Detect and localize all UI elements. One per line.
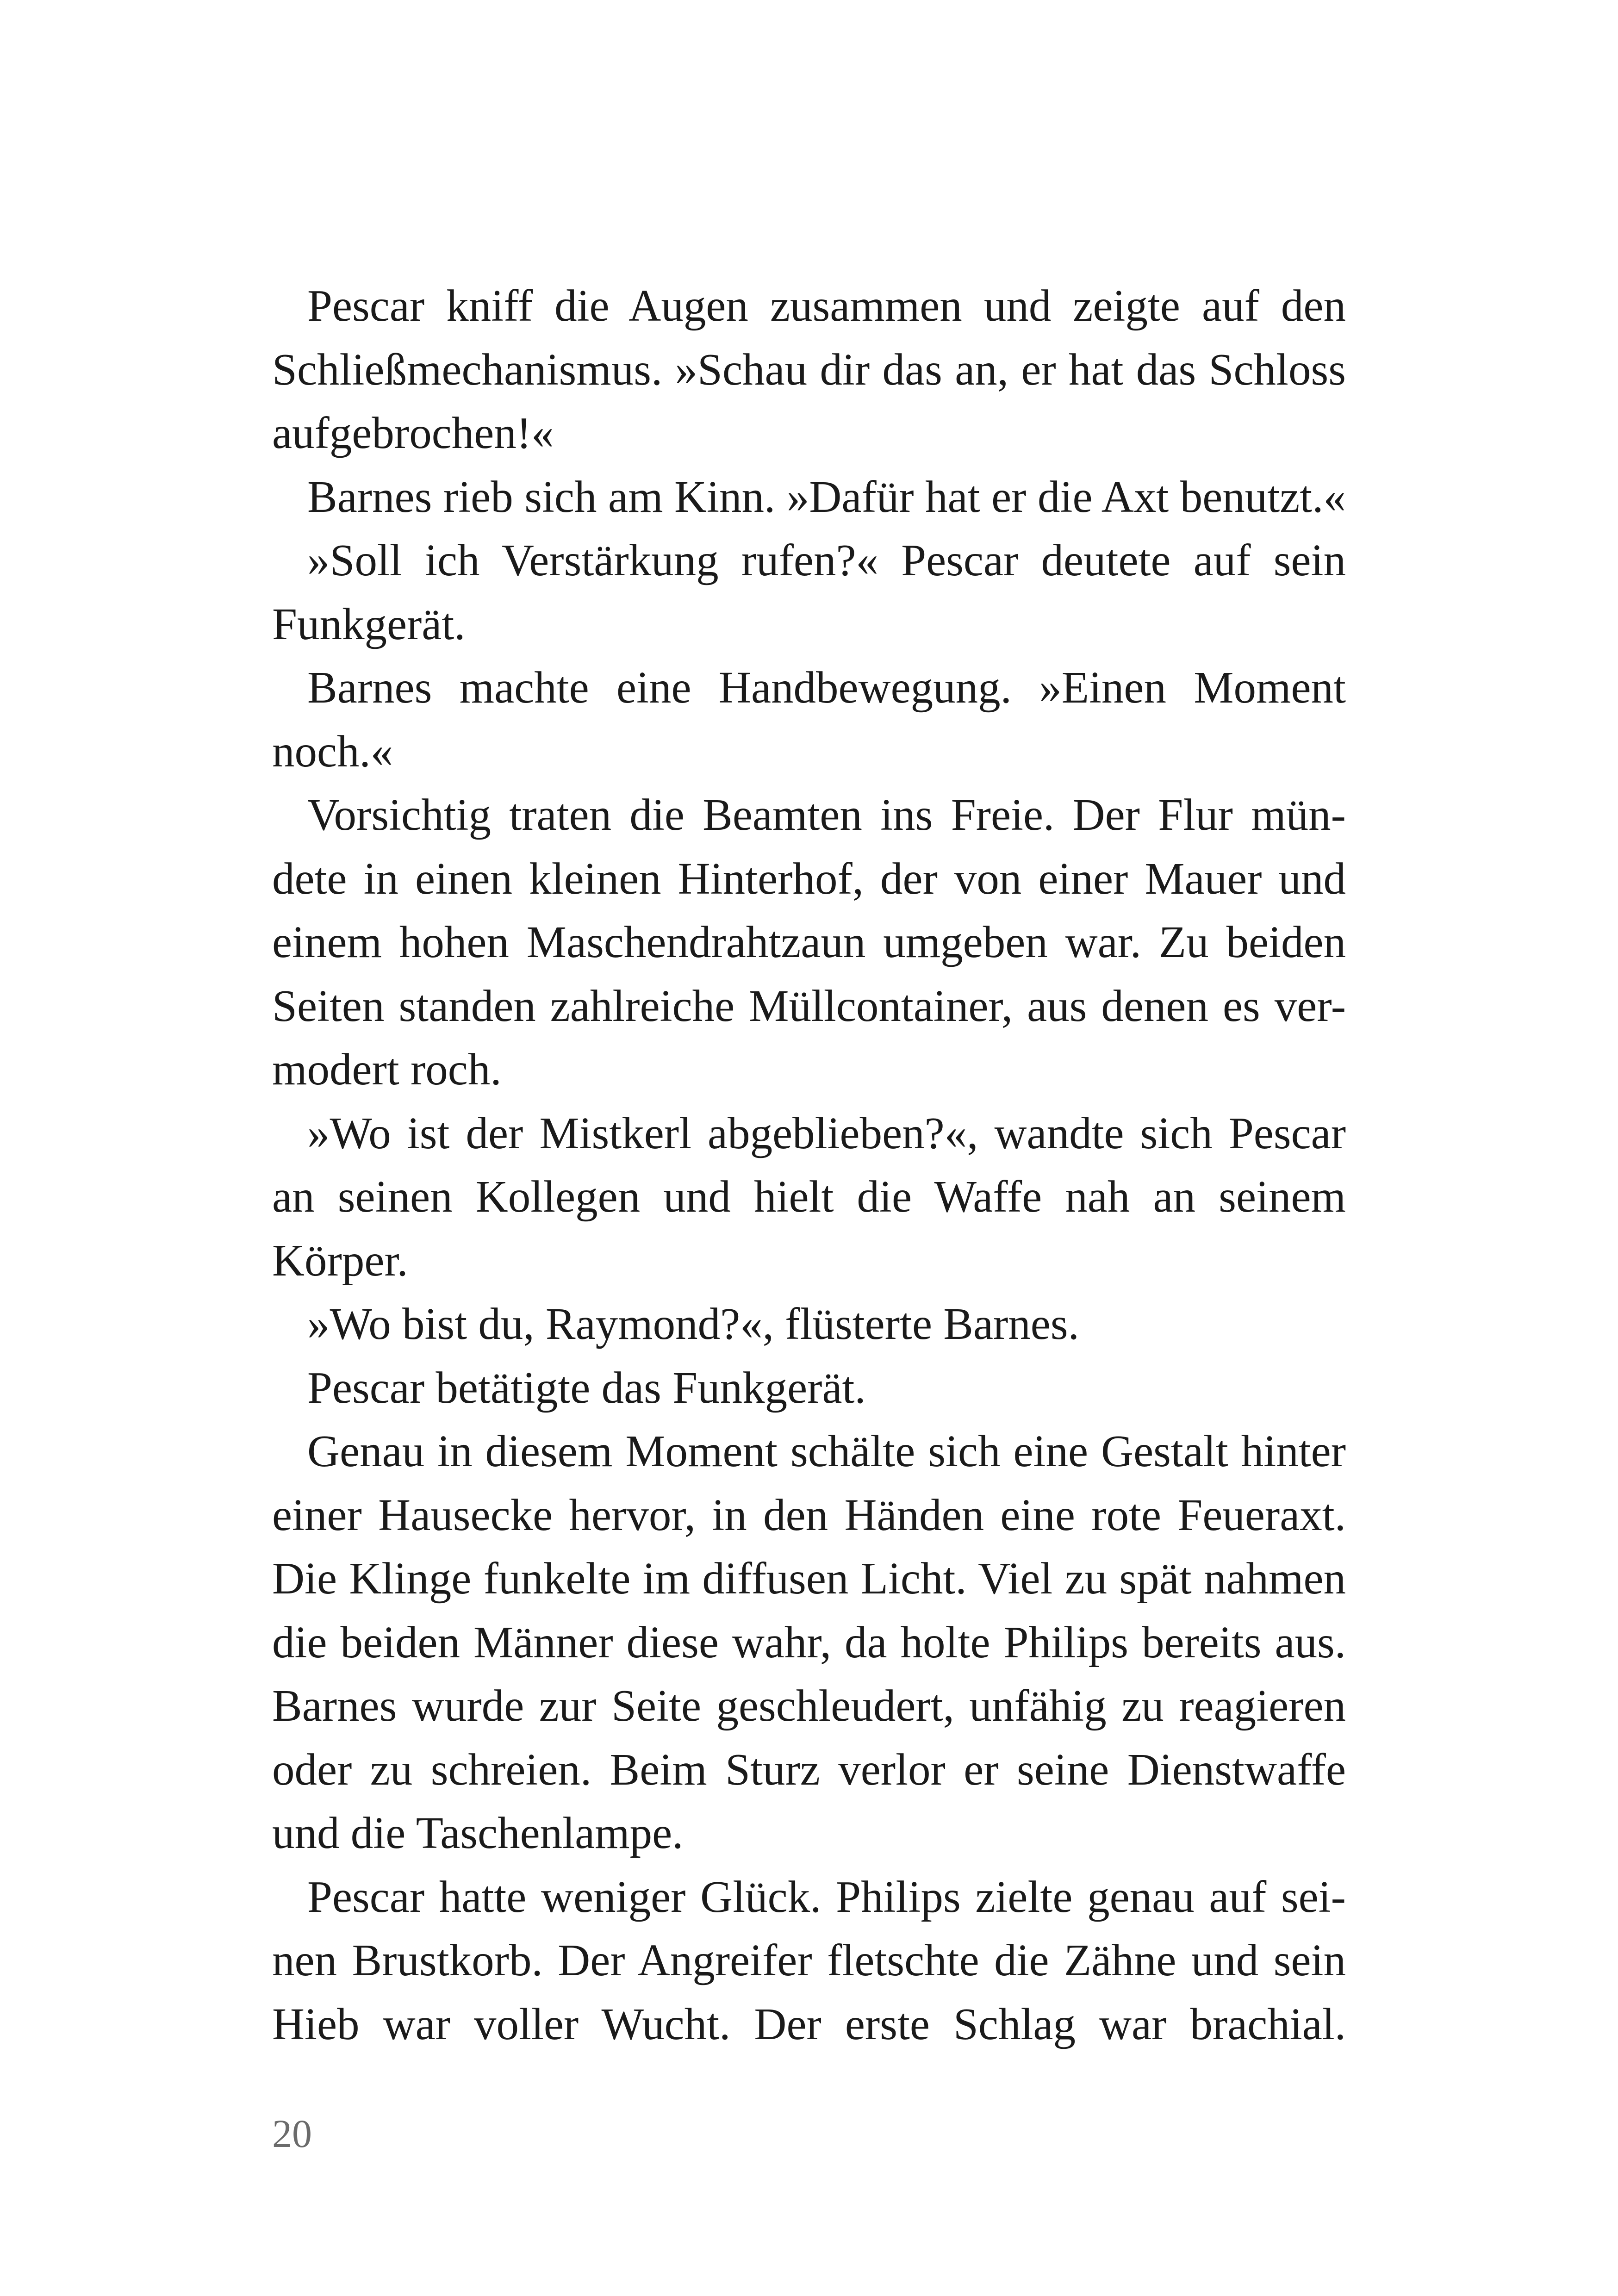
text-line: Pescar hatte weniger Glück. Philips zielte genau auf sei- (307, 1872, 1346, 1922)
text-line: dete in einen kleinen Hinterhof, der von einer Mauer und (272, 853, 1346, 903)
text-line: Funkgerät. (272, 599, 466, 649)
page-number: 20 (272, 2111, 312, 2156)
text-line: Schließmechanismus. »Schau dir das an, er hat das Schloss (272, 344, 1346, 394)
text-line: »Wo ist der Mistkerl abgeblieben?«, wandte sich Pescar (307, 1108, 1346, 1158)
text-line: Körper. (272, 1235, 408, 1285)
paragraph (272, 274, 1346, 465)
text-line: aufgebrochen!« (272, 408, 554, 458)
text-line: Seiten standen zahlreiche Müllcontainer, aus denen es ver- (272, 981, 1346, 1031)
text-line: Vorsichtig traten die Beamten ins Freie. Der Flur mün- (307, 790, 1346, 840)
body-text (272, 274, 1346, 2056)
paragraph (272, 1101, 1346, 1293)
text-line: einem hohen Maschendrahtzaun umgeben war. Zu beiden (272, 917, 1346, 967)
text-line: Pescar kniff die Augen zusammen und zeigte auf den (307, 281, 1346, 330)
paragraph (272, 656, 1346, 783)
text-line: einer Hausecke hervor, in den Händen eine rote Feueraxt. (272, 1490, 1346, 1540)
text-line: und die Taschenlampe. (272, 1808, 684, 1858)
text-line: »Soll ich Verstärkung rufen?« Pescar deutete auf sein (307, 535, 1346, 585)
text-line: Hieb war voller Wucht. Der erste Schlag war brachial. (272, 1999, 1346, 2049)
text-line: »Wo bist du, Raymond?«, flüsterte Barnes. (307, 1299, 1079, 1349)
text-line: Genau in diesem Moment schälte sich eine Gestalt hinter (307, 1426, 1346, 1476)
text-line: modert roch. (272, 1045, 502, 1094)
paragraph (272, 1419, 1346, 1865)
paragraph (272, 529, 1346, 656)
text-line: noch.« (272, 726, 393, 776)
paragraph (272, 1865, 1346, 2056)
text-line: Die Klinge funkelte im diffusen Licht. Viel zu spät nahmen (272, 1554, 1346, 1603)
paragraph (272, 1292, 1346, 1356)
paragraph (272, 465, 1346, 529)
text-line: oder zu schreien. Beim Sturz verlor er seine Dienstwaffe (272, 1744, 1346, 1794)
text-line: Pescar betätigte das Funkgerät. (307, 1363, 866, 1412)
text-line: Barnes machte eine Handbewegung. »Einen Moment (307, 663, 1346, 712)
text-line: Barnes rieb sich am Kinn. »Dafür hat er die Axt benutzt.« (307, 472, 1346, 522)
paragraph (272, 783, 1346, 1101)
paragraph (272, 1356, 1346, 1420)
text-line: die beiden Männer diese wahr, da holte Philips bereits aus. (272, 1617, 1346, 1667)
text-line: nen Brustkorb. Der Angreifer fletschte die Zähne und sein (272, 1935, 1346, 1985)
text-line: an seinen Kollegen und hielt die Waffe nah an seinem (272, 1172, 1346, 1221)
text-line: Barnes wurde zur Seite geschleudert, unfähig zu reagieren (272, 1681, 1346, 1730)
